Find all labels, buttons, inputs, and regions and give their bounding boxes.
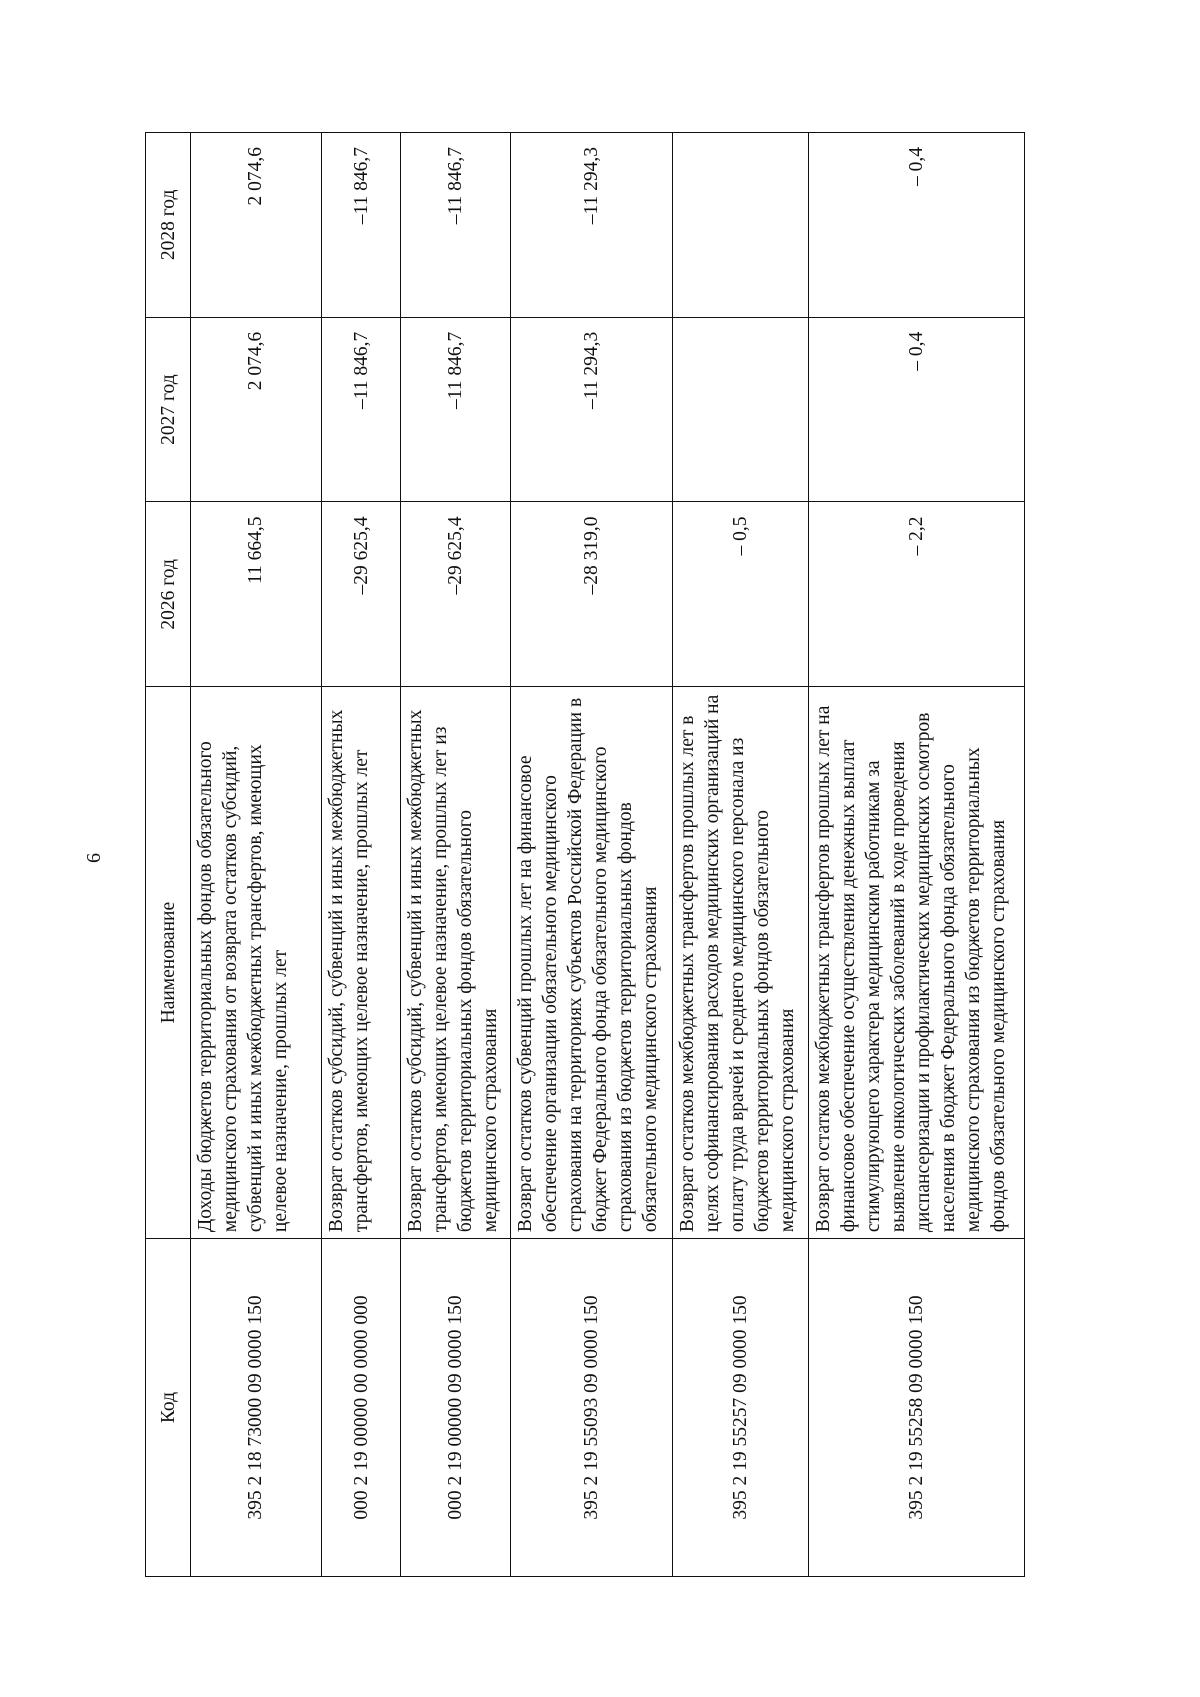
table-row [321, 133, 401, 1577]
row-value-2027: –11 846,7 [321, 317, 401, 502]
header-code: Код [146, 1239, 191, 1577]
row-name: Возврат остатков межбюджетных трансфертов прошлых лет на финансовое обеспечение осуществления денежных выплат стимулирующего характера медицинским работникам за выявление онкологических заболеваний в ходе проведения диспансеризации и профилактических медицинских осмотров населения в бюджет Федерального фонда обязательного медицинского страхования из бюджетов территориальных фондов обязательного медицинского страхования [809, 687, 1025, 1239]
row-code: 000 2 19 00000 00 0000 000 [321, 1239, 401, 1577]
row-code: 395 2 19 55258 09 0000 150 [809, 1239, 1025, 1577]
row-name: Доходы бюджетов территориальных фондов обязательного медицинского страхования от возврата остатков субсидий, субвенций и иных межбюджетных трансфертов, имеющих целевое назначение, прошлых лет [191, 687, 322, 1239]
row-value-2028: –11 846,7 [401, 133, 511, 318]
row-value-2028 [673, 133, 809, 318]
table-header-row [146, 133, 191, 1577]
header-2026: 2026 год [146, 502, 191, 687]
row-name: Возврат остатков субсидий, субвенций и иных межбюджетных трансфертов, имеющих целевое назначение, прошлых лет [321, 687, 401, 1239]
row-value-2026: –29 625,4 [321, 502, 401, 687]
row-code: 000 2 19 00000 09 0000 150 [401, 1239, 511, 1577]
row-value-2028: 2 074,6 [191, 133, 322, 318]
row-code: 395 2 18 73000 09 0000 150 [191, 1239, 322, 1577]
row-value-2026: 11 664,5 [191, 502, 322, 687]
row-name: Возврат остатков межбюджетных трансфертов прошлых лет в целях софинансирования расходов медицинских организаций на оплату труда врачей и среднего медицинского персонала из бюджетов территориальных фондов обязательного медицинского страхования [673, 687, 809, 1239]
row-value-2027: – 0,4 [809, 317, 1025, 502]
table-row [809, 133, 1025, 1577]
row-value-2026: –28 319,0 [511, 502, 673, 687]
table-rotated-container [145, 132, 1025, 1577]
page-number: 6 [83, 853, 105, 863]
row-value-2026: – 0,5 [673, 502, 809, 687]
table-row [401, 133, 511, 1577]
table-row [673, 133, 809, 1577]
table-row [191, 133, 322, 1577]
row-value-2028: –11 846,7 [321, 133, 401, 318]
row-value-2026: –29 625,4 [401, 502, 511, 687]
row-value-2026: – 2,2 [809, 502, 1025, 687]
row-value-2028: –11 294,3 [511, 133, 673, 318]
row-code: 395 2 19 55257 09 0000 150 [673, 1239, 809, 1577]
row-value-2027: –11 846,7 [401, 317, 511, 502]
header-2028: 2028 год [146, 133, 191, 318]
budget-table [145, 132, 1025, 1577]
row-value-2027: 2 074,6 [191, 317, 322, 502]
header-name: Наименование [146, 687, 191, 1239]
row-name: Возврат остатков субсидий, субвенций и иных межбюджетных трансфертов, имеющих целевое назначение, прошлых лет из бюджетов территориальных фондов обязательного медицинского страхования [401, 687, 511, 1239]
row-value-2027: –11 294,3 [511, 317, 673, 502]
header-2027: 2027 год [146, 317, 191, 502]
table-row [511, 133, 673, 1577]
row-name: Возврат остатков субвенций прошлых лет на финансовое обеспечение организации обязательного медицинского страхования на территориях субъектов Российской Федерации в бюджет Федерального фонда обязательного медицинского страхования из бюджетов территориальных фондов обязательного медицинского страхования [511, 687, 673, 1239]
row-code: 395 2 19 55093 09 0000 150 [511, 1239, 673, 1577]
row-value-2027 [673, 317, 809, 502]
row-value-2028: – 0,4 [809, 133, 1025, 318]
